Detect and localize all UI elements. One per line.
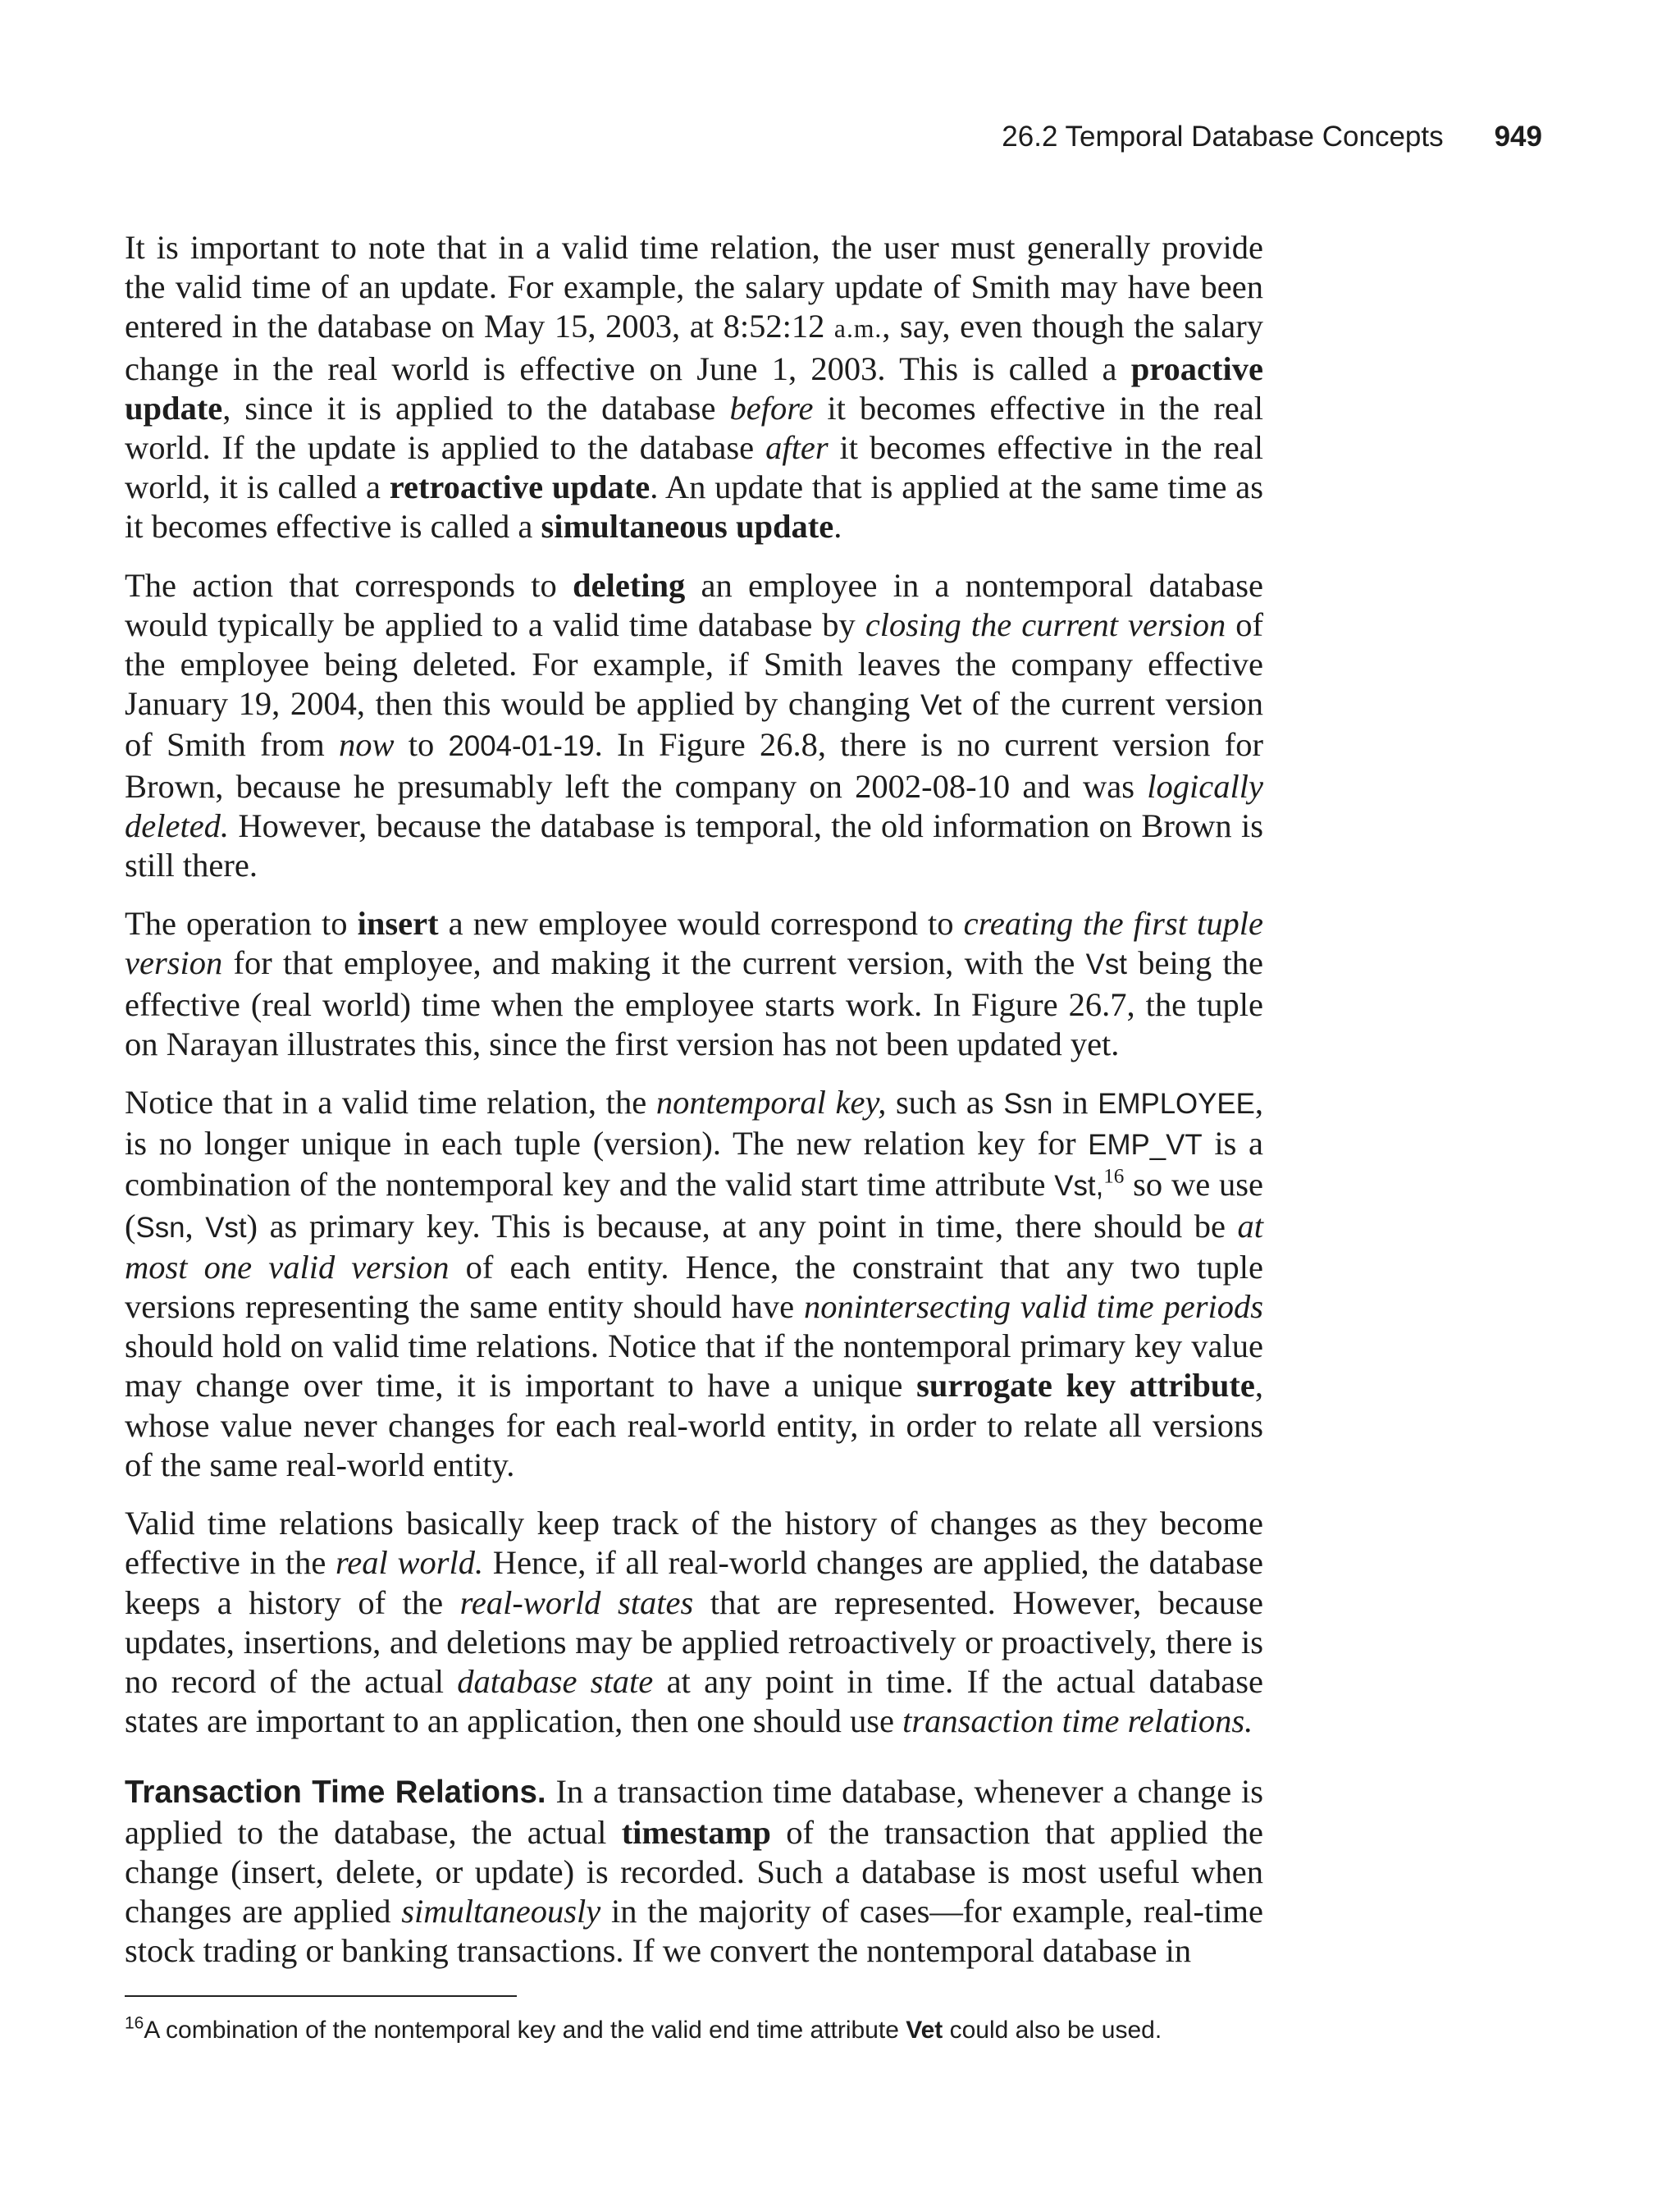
emphasis: logically deleted. (125, 767, 1263, 844)
emphasis: real-world states (459, 1583, 694, 1621)
text-run: Valid time relations basically keep track of the history of changes as they become effective in the (125, 1505, 1263, 1582)
emphasis: database state (457, 1662, 654, 1700)
footnote-divider (125, 1995, 517, 1997)
attribute-ssn: Ssn (135, 1211, 185, 1244)
attribute-vst: Vst (1085, 948, 1127, 981)
attribute-vst: Vst, (1054, 1170, 1104, 1203)
text-run: The operation to (125, 905, 358, 943)
text-run: it becomes effective in the real world, it is called a (125, 429, 1263, 506)
emphasis: nonintersecting valid time periods (804, 1288, 1263, 1326)
text-run: , is no longer unique in each tuple (version). The new relation key for (125, 1084, 1263, 1163)
attribute-vst: Vst (205, 1211, 247, 1244)
attribute-vet: Vet (906, 2017, 943, 2044)
paragraph-heading: Transaction Time Relations. (125, 1775, 546, 1811)
footnote-reference[interactable]: 16 (1103, 1165, 1125, 1188)
emphasis: real world. (336, 1544, 484, 1582)
relation-employee: EMPLOYEE (1098, 1088, 1255, 1121)
footnote-16 (125, 2014, 1265, 2047)
text-run: in (1052, 1084, 1098, 1122)
attribute-vet: Vet (920, 689, 962, 722)
text-run: to (394, 726, 449, 764)
section-title: 26.2 Temporal Database Concepts (1002, 121, 1444, 153)
text-run: a new employee would correspond to (438, 905, 964, 943)
text-run: an employee in a nontemporal database would typically be applied to a valid time database by (125, 566, 1264, 643)
term-timestamp: timestamp (621, 1813, 771, 1851)
text-run: it becomes effective in the real world. If the update is applied to the database (125, 389, 1264, 467)
emphasis: now (338, 726, 395, 764)
text-run: Notice that in a valid time relation, the (125, 1084, 656, 1122)
text-run: , (185, 1207, 206, 1245)
text-run: such as (886, 1084, 1004, 1122)
term-deleting: deleting (573, 566, 686, 604)
text-run: However, because the database is temporal, the old information on Brown is still there. (125, 806, 1263, 884)
emphasis: at most one valid version (125, 1207, 1264, 1286)
running-head (902, 120, 1542, 154)
term-proactive-update: proactive update (125, 349, 1263, 427)
text-run: , say, even though the salary change in the real world is effective on June 1, 2003. This is called a (125, 308, 1263, 387)
text-run: In a transaction time database, whenever a change is applied to the database, the actual (125, 1773, 1264, 1851)
paragraph-valid-time-history (125, 1504, 1263, 1741)
paragraph-deleting (125, 566, 1263, 886)
text-run: , whose value never changes for each real-world entity, in order to relate all versions of the same real-world entity. (125, 1367, 1264, 1483)
emphasis: after (765, 429, 829, 467)
text-run: should hold on valid time relations. Notice that if the nontemporal primary key value may change over time, it is important to have a unique (125, 1327, 1263, 1405)
text-run: . (833, 508, 842, 546)
date-value: 2004-01-19 (448, 730, 595, 763)
text-run: so we use ( (125, 1166, 1263, 1245)
text-run: at any point in time. If the actual database states are important to an application, then one should use (125, 1662, 1264, 1740)
text-run: is a combination of the nontemporal key and the valid start time attribute (125, 1125, 1263, 1204)
text-run: Hence, if all real-world changes are applied, the database keeps a history of the (125, 1544, 1263, 1621)
emphasis: before (729, 389, 814, 427)
text-run: It is important to note that in a valid time relation, the user must generally provide the valid time of an update. For example, the salary update of Smith may have been entered in the database on May 15, 2003, at 8:52:12 (125, 229, 1263, 345)
emphasis: creating the first tuple version (125, 905, 1263, 982)
emphasis: simultaneously (401, 1892, 601, 1930)
term-surrogate-key-attribute: surrogate key attribute (916, 1367, 1255, 1405)
paragraph-transaction-time-relations (125, 1772, 1263, 1971)
text-run: that are represented. However, because updates, insertions, and deletions may be applied retroactively or proactively, there is no record of the actual (125, 1583, 1263, 1700)
text-run: of the transaction that applied the change (insert, delete, or update) is recorded. Such a database is most useful when changes are applied (125, 1813, 1264, 1930)
text-run: for that employee, and making it the current version, with the (222, 944, 1086, 982)
text-run: of each entity. Hence, the constraint that any two tuple versions representing the same entity should have (125, 1248, 1264, 1326)
term-retroactive-update: retroactive update (389, 468, 651, 506)
paragraph-insert (125, 904, 1263, 1064)
relation-emp-vt: EMP_VT (1088, 1129, 1203, 1162)
footnote-number: 16 (125, 2013, 144, 2033)
attribute-ssn: Ssn (1003, 1088, 1053, 1121)
emphasis: transaction time relations. (902, 1702, 1253, 1740)
page-number: 949 (1494, 121, 1542, 153)
emphasis: nontemporal key, (655, 1084, 887, 1122)
text-run: , since it is applied to the database (222, 389, 730, 427)
text-run: of the current version of Smith from (125, 685, 1263, 764)
emphasis: closing the current version (865, 605, 1226, 643)
text-run: . In Figure 26.8, there is no current version for Brown, because he presumably left the company on 2002-08-10 and was (125, 726, 1263, 805)
paragraph-valid-time-updates (125, 228, 1263, 547)
text-run: could also be used. (943, 2017, 1162, 2044)
time-suffix: a.m. (833, 314, 883, 344)
text-run: The action that corresponds to (125, 566, 573, 604)
text-run: being the effective (real world) time when the employee starts work. In Figure 26.7, the tuple on Narayan illustrates this, since the first version has not been updated yet. (125, 944, 1263, 1062)
text-run: in the majority of cases—for example, real-time stock trading or banking transactions. If we convert the nontemporal database in (125, 1892, 1263, 1970)
term-simultaneous-update: simultaneous update (541, 508, 834, 546)
paragraph-nontemporal-key (125, 1083, 1263, 1485)
text-run: A combination of the nontemporal key and the valid end time attribute (144, 2017, 906, 2044)
text-run: ) as primary key. This is because, at any point in time, there should be (246, 1207, 1238, 1245)
text-run: . An update that is applied at the same time as it becomes effective is called a (125, 468, 1263, 546)
term-insert: insert (357, 905, 439, 943)
body-text (125, 228, 1263, 1990)
text-run: of the employee being deleted. For example, if Smith leaves the company effective January 19, 2004, then this would be applied by changing (125, 605, 1263, 723)
